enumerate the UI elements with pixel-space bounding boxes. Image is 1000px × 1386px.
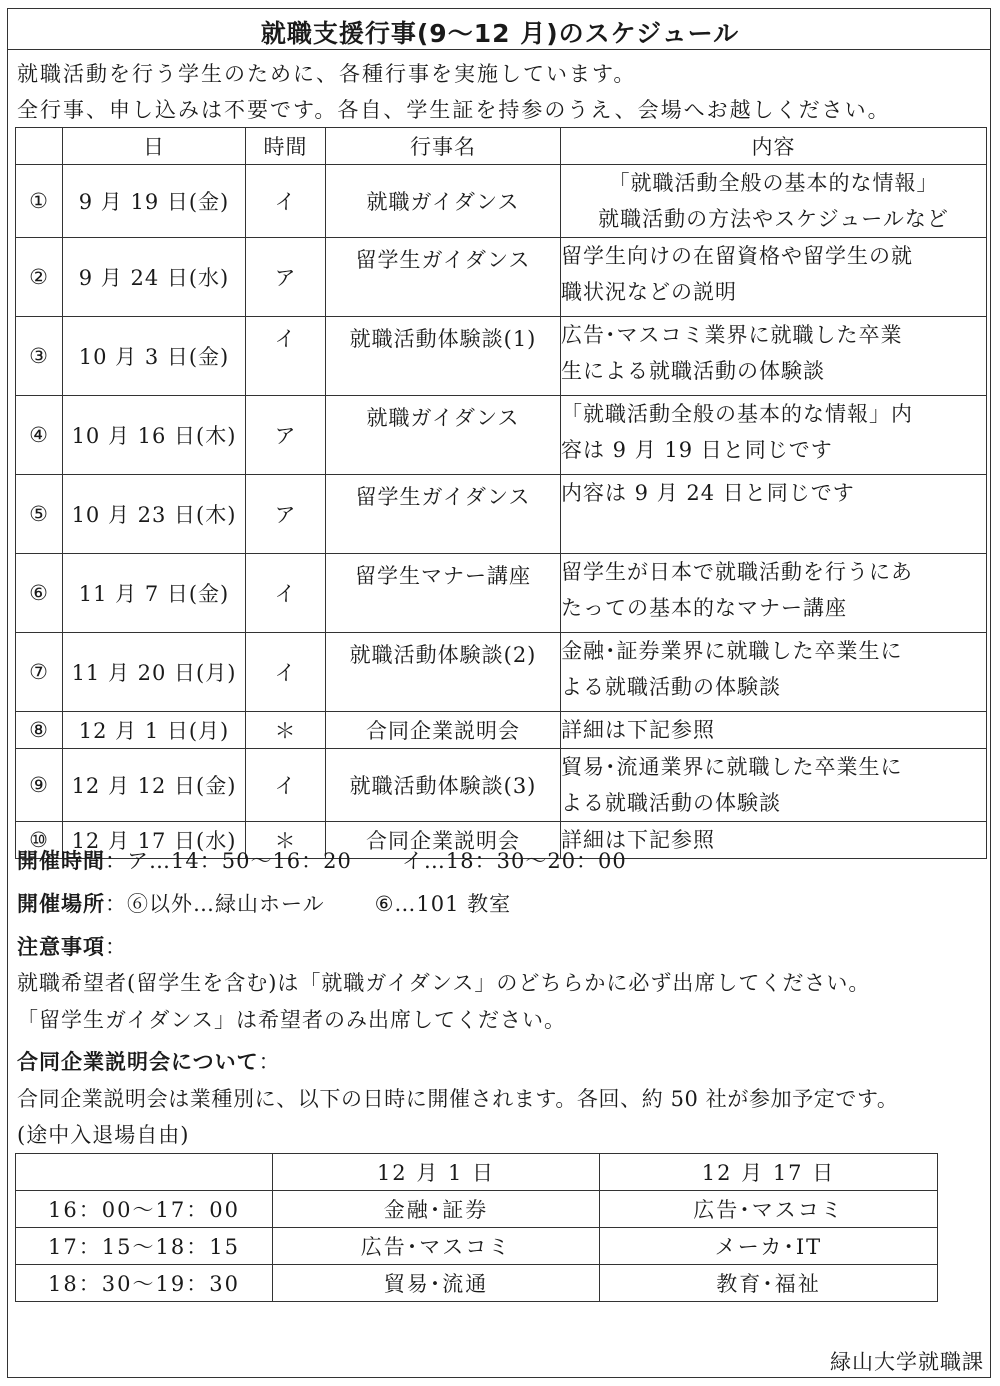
table-row — [16, 633, 987, 712]
fair-row — [16, 1228, 938, 1265]
fair-header-row — [16, 1154, 938, 1191]
row-content-line-1: 「就職活動全般の基本的な情報」内 — [561, 402, 913, 426]
row-date: 9 月 24 日(水) — [63, 238, 246, 317]
fair-header-blank — [16, 1154, 273, 1191]
table-row — [16, 749, 987, 822]
row-content — [561, 475, 987, 554]
fair-dec1-industry: 金融･証券 — [273, 1191, 600, 1228]
fair-dec1-industry: 貿易･流通 — [273, 1265, 600, 1302]
row-number: ⑩ — [16, 822, 63, 859]
row-content-line-1: 「就職活動全般の基本的な情報」 — [608, 171, 939, 195]
header-content: 内容 — [561, 128, 987, 165]
row-date: 10 月 3 日(金) — [63, 317, 246, 396]
fair-colon: ： — [258, 1050, 281, 1074]
schedule-header-row — [16, 128, 987, 165]
row-content-line-2: 就職活動の方法やスケジュールなど — [598, 207, 949, 231]
row-number: ③ — [16, 317, 63, 396]
row-time: ア — [246, 475, 326, 554]
row-date: 12 月 1 日(月) — [63, 712, 246, 749]
row-event: 留学生ガイダンス — [326, 475, 561, 554]
row-number: ② — [16, 238, 63, 317]
row-time: ＊ — [246, 822, 326, 859]
hours-line — [17, 845, 627, 875]
row-event: 就職活動体験談(3) — [326, 749, 561, 822]
row-content-line-2: よる就職活動の体験談 — [561, 791, 781, 815]
fair-dec17-industry: 広告･マスコミ — [600, 1191, 938, 1228]
row-date: 11 月 20 日(月) — [63, 633, 246, 712]
row-content: 詳細は下記参照 — [561, 822, 987, 859]
row-time: ア — [246, 238, 326, 317]
venue-colon: ： — [105, 892, 127, 916]
table-row — [16, 165, 987, 238]
row-event: 合同企業説明会 — [326, 822, 561, 859]
row-content-line-1: 金融･証券業界に就職した卒業生に — [561, 639, 903, 663]
table-row — [16, 554, 987, 633]
venue-label: 開催場所 — [17, 892, 105, 916]
row-content — [561, 749, 987, 822]
fair-dec17-industry: メーカ･IT — [600, 1228, 938, 1265]
schedule-table — [15, 127, 987, 859]
row-event: 留学生ガイダンス — [326, 238, 561, 317]
row-date: 11 月 7 日(金) — [63, 554, 246, 633]
row-content — [561, 165, 987, 238]
row-content-line-1: 広告･マスコミ業界に就職した卒業 — [561, 323, 903, 347]
row-content-line-2: 生による就職活動の体験談 — [561, 359, 825, 383]
hours-colon: ： — [105, 849, 127, 873]
notes-colon: ： — [105, 935, 127, 959]
row-content: 詳細は下記参照 — [561, 712, 987, 749]
intro-line-2: 全行事、申し込みは不要です。各自、学生証を持参のうえ、会場へお越しください。 — [17, 98, 891, 122]
row-content-line-2: よる就職活動の体験談 — [561, 675, 781, 699]
intro-line-1: 就職活動を行う学生のために、各種行事を実施しています。 — [17, 62, 637, 86]
row-event: 就職ガイダンス — [326, 165, 561, 238]
title-divider — [7, 49, 991, 50]
row-time: イ — [246, 165, 326, 238]
fair-dec1-industry: 広告･マスコミ — [273, 1228, 600, 1265]
fair-header-dec1: 12 月 1 日 — [273, 1154, 600, 1191]
fair-time: 16：00〜17：00 — [16, 1191, 273, 1228]
row-number: ⑥ — [16, 554, 63, 633]
hours-a: ア…14：50〜16：20 — [127, 849, 352, 873]
row-date: 12 月 17 日(水) — [63, 822, 246, 859]
fair-header-dec17: 12 月 17 日 — [600, 1154, 938, 1191]
row-content-line-2: 容は 9 月 19 日と同じです — [561, 438, 833, 462]
row-number: ⑤ — [16, 475, 63, 554]
row-number: ① — [16, 165, 63, 238]
row-number: ④ — [16, 396, 63, 475]
row-number: ⑧ — [16, 712, 63, 749]
header-date: 日 — [63, 128, 246, 165]
fair-heading — [17, 1046, 281, 1076]
header-event: 行事名 — [326, 128, 561, 165]
fair-desc-line-2: (途中入退場自由) — [17, 1123, 190, 1147]
fair-row — [16, 1191, 938, 1228]
row-content-line-1: 留学生向けの在留資格や留学生の就 — [561, 244, 913, 268]
row-event: 就職活動体験談(1) — [326, 317, 561, 396]
row-time: イ — [246, 317, 326, 396]
row-content — [561, 396, 987, 475]
header-time: 時間 — [246, 128, 326, 165]
notes-heading — [17, 931, 127, 961]
row-content-line-1: 留学生が日本で就職活動を行うにあ — [561, 560, 913, 584]
row-time: イ — [246, 554, 326, 633]
header-no — [16, 128, 63, 165]
hours-label: 開催時間 — [17, 849, 105, 873]
row-event: 合同企業説明会 — [326, 712, 561, 749]
fair-time: 18：30〜19：30 — [16, 1265, 273, 1302]
row-content — [561, 317, 987, 396]
row-content-line-2: 職状況などの説明 — [561, 280, 737, 304]
row-time: ア — [246, 396, 326, 475]
row-content — [561, 633, 987, 712]
row-time: イ — [246, 633, 326, 712]
notes-label: 注意事項 — [17, 935, 105, 959]
row-date: 10 月 16 日(木) — [63, 396, 246, 475]
table-row — [16, 712, 987, 749]
table-row — [16, 475, 987, 554]
department-signature: 緑山大学就職課 — [830, 1350, 984, 1374]
row-content — [561, 238, 987, 317]
fair-row — [16, 1265, 938, 1302]
row-content-line-1: 貿易･流通業界に就職した卒業生に — [561, 755, 903, 779]
row-time: ＊ — [246, 712, 326, 749]
row-date: 12 月 12 日(金) — [63, 749, 246, 822]
row-date: 10 月 23 日(木) — [63, 475, 246, 554]
row-content-line-1: 内容は 9 月 24 日と同じです — [561, 481, 855, 505]
row-content — [561, 554, 987, 633]
row-event: 就職活動体験談(2) — [326, 633, 561, 712]
fair-time: 17：15〜18：15 — [16, 1228, 273, 1265]
venue-a: ⑥以外…緑山ホール — [127, 892, 325, 916]
notes-line-2: 「留学生ガイダンス」は希望者のみ出席してください。 — [17, 1008, 566, 1032]
fair-label: 合同企業説明会について — [17, 1050, 259, 1074]
row-time: イ — [246, 749, 326, 822]
fair-dec17-industry: 教育･福祉 — [600, 1265, 938, 1302]
row-number: ⑦ — [16, 633, 63, 712]
row-date: 9 月 19 日(金) — [63, 165, 246, 238]
page-title: 就職支援行事(9〜12 月)のスケジュール — [260, 19, 740, 48]
fair-table — [15, 1153, 938, 1302]
fair-desc-line-1: 合同企業説明会は業種別に、以下の日時に開催されます。各回、約 50 社が参加予定です。 — [17, 1087, 899, 1111]
table-row — [16, 238, 987, 317]
row-number: ⑨ — [16, 749, 63, 822]
row-event: 留学生マナー講座 — [326, 554, 561, 633]
row-content-line-2: たっての基本的なマナー講座 — [561, 596, 847, 620]
venue-line — [17, 888, 511, 918]
venue-b: ⑥…101 教室 — [374, 892, 512, 916]
table-row — [16, 317, 987, 396]
notes-line-1: 就職希望者(留学生を含む)は「就職ガイダンス」のどちらかに必ず出席してください。 — [17, 971, 871, 995]
table-row — [16, 396, 987, 475]
hours-b: イ…18：30〜20：00 — [401, 849, 627, 873]
row-event: 就職ガイダンス — [326, 396, 561, 475]
